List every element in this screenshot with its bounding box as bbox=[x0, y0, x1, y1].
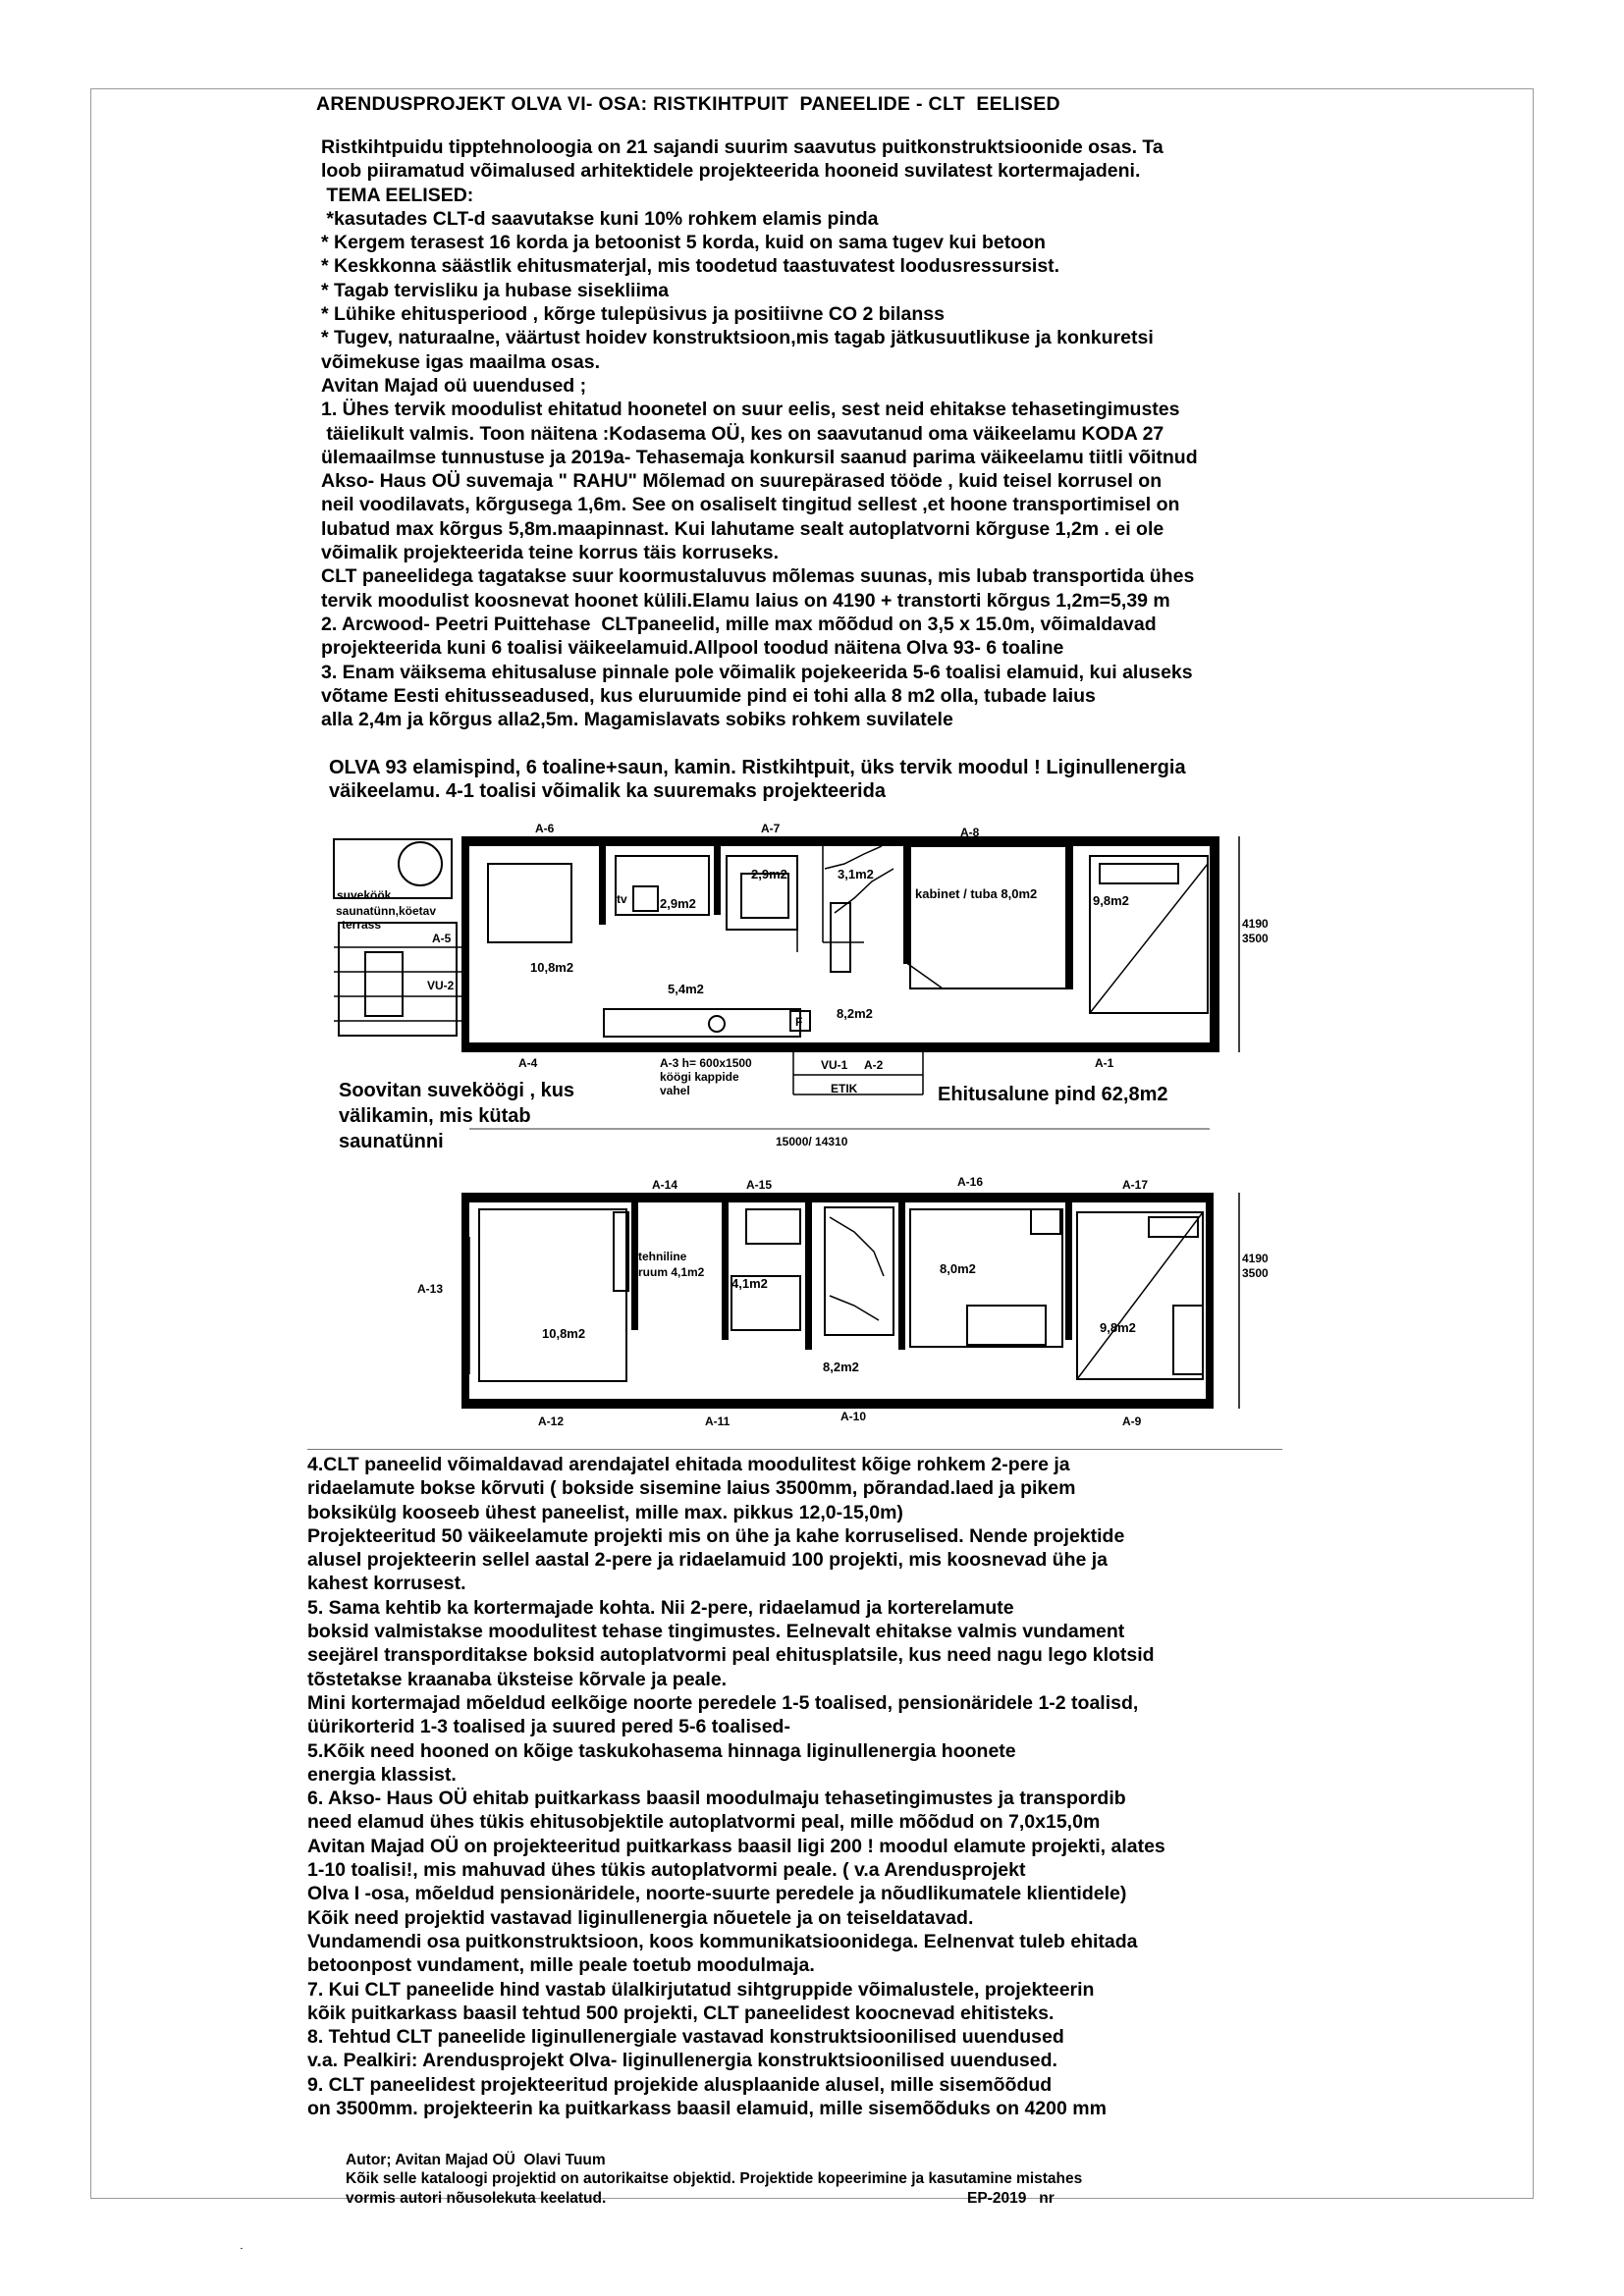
plan2-room-bath: 4,1m2 bbox=[731, 1276, 768, 1291]
olva-caption-line: väikeelamu. 4-1 toalisi võimalik ka suuremaks projekteerida bbox=[329, 780, 886, 802]
plan1-note-right: Ehitusalune pind 62,8m2 bbox=[938, 1084, 1168, 1105]
plan2-tech1: tehniline bbox=[638, 1250, 687, 1263]
intro-line: * Tugev, naturaalne, väärtust hoidev konstruktsioon,mis tagab jätkusuutlikuse ja konkuretsi bbox=[321, 327, 1154, 349]
body-line: alusel projekteerin sellel aastal 2-pere ja ridaelamuid 100 projekti, mis koosnevad ühe ja bbox=[307, 1549, 1109, 1572]
plan2-a10: A-10 bbox=[840, 1410, 867, 1423]
plan1-note-line: Soovitan suveköögi , kus bbox=[339, 1080, 575, 1101]
plan2-a15: A-15 bbox=[746, 1178, 773, 1192]
plan1-room-kitchen: 5,4m2 bbox=[668, 982, 704, 996]
plan2-a9: A-9 bbox=[1122, 1415, 1142, 1428]
body-line: Kõik need projektid vastavad liginullenergia nõuetele ja on teiseldatavad. bbox=[307, 1906, 974, 1929]
plan1-vu1: VU-1 bbox=[821, 1058, 848, 1072]
body-line: kõik puitkarkass baasil tehtud 500 projekti, CLT paneelidest koocnevad ehitisteks. bbox=[307, 2002, 1055, 2024]
body-line: 5.Kõik need hooned on kõige taskukohasema hinnaga liginullenergia hoonete bbox=[307, 1739, 1016, 1762]
body-line: boksikülg kooseeb ühest paneelist, mille max. pikkus 12,0-15,0m) bbox=[307, 1501, 903, 1523]
intro-line: * Kergem terasest 16 korda ja betoonist 5 korda, kuid on sama tugev kui betoon bbox=[321, 232, 1046, 254]
intro-line: võimalik projekteerida teine korrus täis korruseks. bbox=[321, 542, 780, 564]
body-line: 4.CLT paneelid võimaldavad arendajatel ehitada moodulitest kõige rohkem 2-pere ja bbox=[307, 1454, 1070, 1475]
plan1-room-living: 10,8m2 bbox=[530, 960, 574, 975]
plan1-etik: ETIK bbox=[831, 1082, 858, 1095]
body-line: Projekteeritud 50 väikeelamute projekti mis on ühe ja kahe korruselised. Nende projektide bbox=[307, 1524, 1125, 1547]
body-line: 7. Kui CLT paneelide hind vastab ülalkirjutatud sihtgruppide võimalustele, projekteerin bbox=[307, 1978, 1095, 2001]
plan1-room-sauna: 2,9m2 bbox=[660, 896, 696, 911]
body-line: boksid valmistakse moodulitest tehase tingimustes. Eelnevalt ehitakse valmis vundament bbox=[307, 1621, 1125, 1643]
intro-line: projekteerida kuni 6 toalisi väikeelamuid.Allpool toodud näitena Olva 93- 6 toaline bbox=[321, 637, 1064, 660]
floor-plan-upper bbox=[412, 1173, 1296, 1428]
plan1-room-bed: 9,8m2 bbox=[1093, 893, 1129, 908]
plan1-dim-w2: 3500 bbox=[1242, 932, 1269, 945]
body-line: 9. CLT paneelidest projekteeritud projekide alusplaanide alusel, mille sisemõõdud bbox=[307, 2073, 1053, 2096]
plan1-a8: A-8 bbox=[960, 826, 980, 839]
plan1-room-hall: 8,2m2 bbox=[837, 1006, 873, 1021]
intro-line: ülemaailmse tunnustuse ja 2019a- Tehasemaja konkursil saanud parima väikeelamu tiitli võitnud bbox=[321, 446, 1198, 468]
intro-line: loob piiramatud võimalused arhitektidele projekteerida hooneid suvilatest kortermajadeni. bbox=[321, 160, 1141, 183]
plan2-walls bbox=[461, 1193, 1214, 1409]
intro-line: võtame Eesti ehitusseadused, kus eluruumide pind ei tohi alla 8 m2 olla, tubade laius bbox=[321, 684, 1096, 707]
plan1-a7: A-7 bbox=[761, 822, 781, 835]
section-divider bbox=[307, 1449, 1282, 1450]
plan1-tv: tv bbox=[617, 892, 627, 906]
body-line: kahest korrusest. bbox=[307, 1573, 466, 1595]
intro-text bbox=[321, 135, 1198, 731]
plan1-room-wc: 2,9m2 bbox=[751, 867, 787, 881]
plan2-a16: A-16 bbox=[957, 1175, 984, 1189]
plan1-a3b: köögi kappide bbox=[660, 1070, 739, 1084]
plan1-terrass: terrass bbox=[342, 918, 382, 932]
plan2-a14: A-14 bbox=[652, 1178, 678, 1192]
body-line: 1-10 toalisi!, mis mahuvad ühes tükis autoplatvormi peale. ( v.a Arendusprojekt bbox=[307, 1859, 1026, 1882]
body-line: on 3500mm. projekteerin ka puitkarkass baasil elamuid, mille sisemõõduks on 4200 mm bbox=[307, 2098, 1107, 2120]
intro-line: võimekuse igas maailma osas. bbox=[321, 350, 600, 373]
plan2-room-bed2: 8,0m2 bbox=[940, 1261, 976, 1276]
plan2-dim-w1: 4190 bbox=[1242, 1252, 1269, 1265]
plan2-room-bed1: 10,8m2 bbox=[542, 1326, 586, 1341]
plan2-room-hall: 8,2m2 bbox=[823, 1360, 859, 1374]
plan1-note-line: välikamin, mis kütab bbox=[339, 1105, 531, 1127]
plan1-a3c: vahel bbox=[660, 1084, 690, 1097]
intro-line: Akso- Haus OÜ suvemaja " RAHU" Mõlemad on suurepärased tööde , kuid teisel korrusel on bbox=[321, 470, 1163, 493]
plan1-note-left bbox=[339, 1078, 574, 1154]
body-line: Vundamendi osa puitkonstruktsioon, koos kommunikatsioonidega. Eelnenvat tuleb ehitada bbox=[307, 1930, 1138, 1952]
plan2-a12: A-12 bbox=[538, 1415, 565, 1428]
footer-code: EP-2019 nr bbox=[967, 2190, 1055, 2207]
plan1-f: F bbox=[795, 1015, 803, 1029]
body-text bbox=[307, 1453, 1165, 2120]
intro-line: * Tagab tervisliku ja hubase sisekliima bbox=[321, 279, 670, 301]
intro-line: lubatud max kõrgus 5,8m.maapinnast. Kui lahutame sealt autoplatvorni kõrguse 1,2m . ei ole bbox=[321, 517, 1164, 540]
plan1-a1: A-1 bbox=[1095, 1056, 1114, 1070]
body-line: energia klassist. bbox=[307, 1763, 457, 1786]
body-line: 6. Akso- Haus OÜ ehitab puitkarkass baasil moodulmaju tehasetingimustes ja transpordib bbox=[307, 1788, 1126, 1810]
body-line: seejärel transporditakse boksid autoplatvormi peal ehitusplatsile, kus need nagu lego klotsid bbox=[307, 1644, 1155, 1667]
intro-line: Ristkihtpuidu tipptehnoloogia on 21 sajandi suurim saavutus puitkonstruktsioonide osas. Ta bbox=[321, 136, 1164, 158]
intro-line: 2. Arcwood- Peetri Puittehase CLTpaneelid, mille max mõõdud on 3,5 x 15.0m, võimaldavad bbox=[321, 613, 1157, 635]
plan2-dim-w2: 3500 bbox=[1242, 1266, 1269, 1280]
body-line: v.a. Pealkiri: Arendusprojekt Olva- liginullenergia konstruktsioonilised uuendused. bbox=[307, 2050, 1057, 2072]
plan1-a2: A-2 bbox=[864, 1058, 884, 1072]
body-line: betoonpost vundament, mille peale toetub moodulmaja. bbox=[307, 1954, 815, 1977]
intro-line: 1. Ühes tervik moodulist ehitatud hoonetel on suur eelis, sest neid ehitakse tehasetingimustes bbox=[321, 399, 1180, 421]
plan1-dim-w1: 4190 bbox=[1242, 917, 1269, 931]
plan1-suvekook: suveköök bbox=[337, 888, 392, 902]
page-title: ARENDUSPROJEKT OLVA VI- OSA: RISTKIHTPUIT PANEELIDE - CLT EELISED bbox=[316, 93, 1060, 115]
intro-line: neil voodilavats, kõrgusega 1,6m. See on osaliselt tingitud sellest ,et hoone transportimisel on bbox=[321, 494, 1180, 516]
footer-author: Autor; Avitan Majad OÜ Olavi Tuum bbox=[346, 2152, 606, 2168]
body-line: 5. Sama kehtib ka kortermajade kohta. Nii 2-pere, ridaelamud ja korterelamute bbox=[307, 1596, 1014, 1619]
body-line: tõstetakse kraanaba üksteise kõrvale ja peale. bbox=[307, 1668, 728, 1690]
plan1-a4: A-4 bbox=[518, 1056, 538, 1070]
intro-line: *kasutades CLT-d saavutakse kuni 10% rohkem elamis pinda bbox=[321, 207, 879, 230]
intro-line: tervik moodulist koosnevat hoonet külili.Elamu laius on 4190 + transtorti kõrgus 1,2m=5,39 m bbox=[321, 589, 1170, 612]
plan2-room-bed3: 9,8m2 bbox=[1100, 1320, 1136, 1335]
intro-line: * Keskkonna säästlik ehitusmaterjal, mis toodetud taastuvatest loodusressursist. bbox=[321, 255, 1060, 278]
plan2-a13: A-13 bbox=[417, 1282, 444, 1296]
intro-line: Avitan Majad oü uuendused ; bbox=[321, 374, 587, 397]
body-line: 8. Tehtud CLT paneelide liginullenergiale vastavad konstruktsioonilised uuendused bbox=[307, 2026, 1064, 2049]
plan1-room-stair: 3,1m2 bbox=[838, 867, 874, 881]
intro-line: CLT paneelidega tagatakse suur koormustaluvus mõlemas suunas, mis lubab transportida ühes bbox=[321, 565, 1195, 588]
body-line: ridaelamute bokse kõrvuti ( bokside sisemine laius 3500mm, põrandad.laed ja pikem bbox=[307, 1477, 1076, 1500]
body-line: need elamud ühes tükis ehitusobjektile autoplatvormi peal, mille mõõdud on 7,0x15,0m bbox=[307, 1811, 1101, 1834]
body-line: Mini kortermajad mõeldud eelkõige noorte peredele 1-5 toalised, pensionäridele 1-2 toalisd, bbox=[307, 1691, 1139, 1714]
intro-line: täielikult valmis. Toon näitena :Kodasema OÜ, kes on saavutanud oma väikeelamu KODA 27 bbox=[321, 422, 1164, 445]
plan1-saunatynn: saunatünn,köetav bbox=[336, 904, 437, 918]
plan1-note-line: saunatünni bbox=[339, 1131, 444, 1152]
plan1-a3: A-3 h= 600x1500 bbox=[660, 1056, 752, 1070]
stray-mark bbox=[241, 2248, 243, 2249]
plan2-tech2: ruum 4,1m2 bbox=[638, 1265, 705, 1279]
body-line: üürikorterid 1-3 toalised ja suured pered 5-6 toalised- bbox=[307, 1716, 790, 1738]
intro-line: TEMA EELISED: bbox=[321, 184, 474, 206]
intro-line: alla 2,4m ja kõrgus alla2,5m. Magamislavats sobiks rohkem suvilatele bbox=[321, 709, 953, 731]
plan1-vu2: VU-2 bbox=[427, 979, 455, 992]
olva-caption-line: OLVA 93 elamispind, 6 toaline+saun, kamin. Ristkihtpuit, üks tervik moodul ! Liginullenergia bbox=[329, 757, 1186, 778]
footer-consent: vormis autori nõusolekuta keelatud. bbox=[346, 2190, 607, 2207]
olva-caption bbox=[329, 756, 1186, 803]
plan2-a11: A-11 bbox=[705, 1415, 731, 1428]
plan1-a6: A-6 bbox=[535, 822, 555, 835]
body-line: Olva I -osa, mõeldud pensionäridele, noorte-suurte peredele ja nõudlikumatele klientidele) bbox=[307, 1883, 1127, 1905]
plan1-room-kabinet: kabinet / tuba 8,0m2 bbox=[915, 886, 1038, 901]
plan2-a17: A-17 bbox=[1122, 1178, 1149, 1192]
intro-line: 3. Enam väiksema ehitusaluse pinnale pole võimalik pojekeerida 5-6 toalisi elamuid, kui aluseks bbox=[321, 661, 1193, 683]
plan1-dim-len: 15000/ 14310 bbox=[776, 1135, 848, 1148]
body-line: Avitan Majad OÜ on projekteeritud puitkarkass baasil ligi 200 ! moodul elamute projekti, alates bbox=[307, 1835, 1165, 1857]
footer-copyright: Kõik selle kataloogi projektid on autorikaitse objektid. Projektide kopeerimine ja kasutamine mistahes bbox=[346, 2170, 1083, 2187]
intro-line: * Lühike ehitusperiood , kõrge tulepüsivus ja positiivne CO 2 bilanss bbox=[321, 303, 945, 326]
plan1-a5: A-5 bbox=[432, 932, 452, 945]
